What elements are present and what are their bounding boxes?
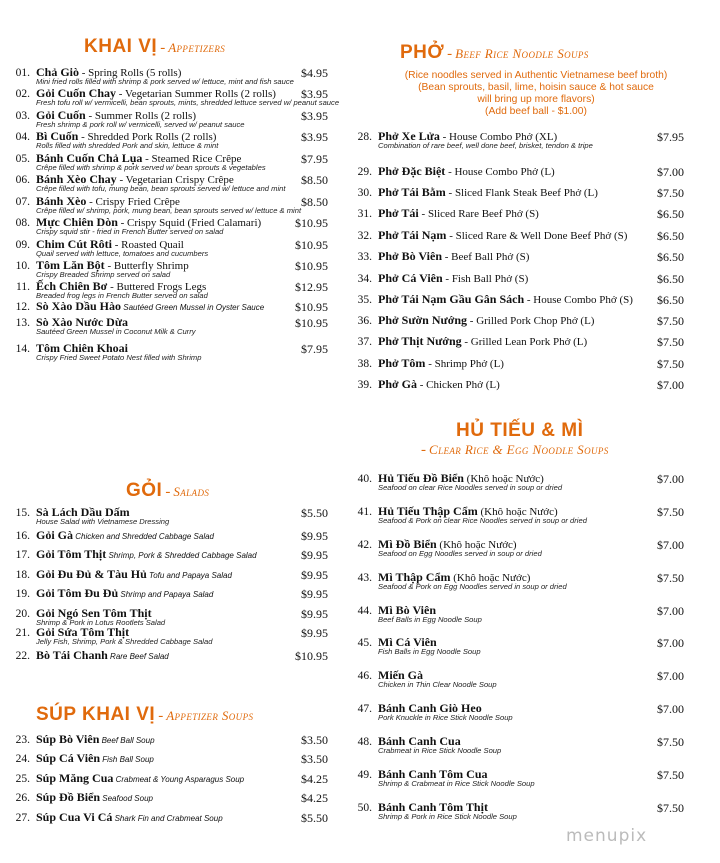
item-english-name: Fish Ball Soup	[100, 755, 154, 764]
item-number: 27.	[15, 812, 30, 824]
item-price: $4.95	[301, 66, 328, 80]
item-price: $3.95	[301, 109, 328, 123]
item-price: $7.95	[301, 342, 328, 356]
item-number: 17.	[15, 549, 30, 561]
item-title	[36, 300, 264, 314]
item-title	[36, 733, 155, 747]
item-number: 30.	[357, 187, 372, 199]
menu-item	[357, 164, 684, 187]
item-number: 42.	[357, 539, 372, 551]
menu-item	[357, 356, 684, 379]
item-description: Crêpe filled with tofu, mung bean, bean sprouts served w/ lettuce and mint	[36, 184, 286, 193]
item-description: Chicken in Thin Clear Noodle Soup	[378, 680, 497, 689]
item-price: $3.50	[301, 752, 328, 766]
item-english-name: (Khô hoặc Nước)	[477, 506, 558, 518]
item-english-name: - Shredded Pork Rolls (2 rolls)	[78, 131, 217, 143]
item-description: Crêpe filled w/ shrimp, pork, mung bean, bean sprouts served w/ lettuce & mint	[36, 206, 302, 215]
item-title	[378, 378, 500, 392]
item-price: $10.95	[295, 316, 328, 330]
menu-item	[357, 228, 684, 251]
item-price: $6.50	[657, 207, 684, 221]
item-title	[36, 649, 169, 663]
item-description: Combination of rare beef, well done beef, brisket, tendon & tripe	[378, 141, 593, 150]
item-price: $7.95	[301, 152, 328, 166]
item-price: $10.95	[295, 300, 328, 314]
item-title	[36, 752, 154, 766]
item-english-name: (Khô hoặc Nước)	[450, 572, 531, 584]
item-english-name: - Grilled Pork Chop Phở (L)	[467, 315, 595, 327]
section-subtitle: Beef Rice Noodle Soups	[455, 46, 589, 61]
item-price: $6.50	[657, 229, 684, 243]
item-price: $6.50	[657, 250, 684, 264]
item-english-name: - House Combo Phở (S)	[524, 294, 633, 306]
item-description: Crabmeat in Rice Stick Noodle Soup	[378, 746, 502, 755]
item-english-name: - Crispy Squid (Fried Calamari)	[117, 217, 262, 229]
item-number: 04.	[15, 131, 30, 143]
item-price: $10.95	[295, 259, 328, 273]
item-number: 25.	[15, 773, 30, 785]
item-number: 29.	[357, 166, 372, 178]
item-name: Súp Đồ Biển	[36, 790, 101, 804]
item-english-name: - Chicken Phở (L)	[416, 379, 500, 391]
menu-item	[357, 377, 684, 400]
item-english-name: Seafood Soup	[100, 794, 153, 803]
item-english-name: - Summer Rolls (2 rolls)	[85, 110, 196, 122]
menu-item	[357, 734, 684, 757]
item-name: Gỏi Ngó Sen Tôm Thịt	[36, 606, 152, 620]
menu-item	[15, 341, 328, 364]
menu-item	[15, 315, 328, 338]
item-price: $7.00	[657, 538, 684, 552]
item-description: Seafood & Pork on Egg Noodles served in soup or dried	[378, 582, 567, 591]
item-price: $9.95	[301, 548, 328, 562]
item-number: 46.	[357, 670, 372, 682]
menu-item	[15, 151, 328, 174]
section-title: PHỞ	[400, 42, 445, 63]
item-number: 39.	[357, 379, 372, 391]
item-english-name: (Khô hoặc Nước)	[436, 539, 517, 551]
item-description: Shrimp & Crabmeat in Rice Stick Noodle Soup	[378, 779, 535, 788]
item-number: 19.	[15, 588, 30, 600]
item-english-name: - Fish Ball Phở (S)	[442, 273, 529, 285]
section-title: GỎI	[126, 480, 163, 501]
item-number: 37.	[357, 336, 372, 348]
pho-note-line: (Bean sprouts, basil, lime, hoisin sauce & hot sauce	[418, 82, 654, 93]
item-name: Gỏi Gà	[36, 528, 74, 542]
item-name: Bò Tái Chanh	[36, 648, 108, 662]
item-number: 14.	[15, 343, 30, 355]
item-english-name: - Sliced Rare Beef Phở (S)	[418, 208, 539, 220]
item-number: 38.	[357, 358, 372, 370]
item-number: 07.	[15, 196, 30, 208]
item-english-name: Shrimp and Papaya Salad	[118, 590, 214, 599]
item-english-name: Tofu and Papaya Salad	[146, 571, 232, 580]
menu-item	[15, 86, 340, 109]
item-number: 24.	[15, 753, 30, 765]
menu-item	[357, 313, 684, 336]
menu-item	[357, 471, 684, 494]
menu-item	[15, 648, 328, 671]
menu-item	[15, 625, 328, 648]
menu-item	[357, 185, 684, 208]
item-description: Shrimp & Pork in Lotus Rootlets Salad	[36, 618, 166, 627]
item-english-name: (Khô hoặc Nước)	[463, 473, 544, 485]
item-price: $9.95	[301, 626, 328, 640]
item-description: Fresh tofu roll w/ vermicelli, bean sprouts, mints, shredded lettuce served w/ peanut sauce	[36, 98, 340, 107]
item-english-name: - Steamed Rice Crêpe	[142, 153, 242, 165]
pho-note-line: (Rice noodles served in Authentic Vietnamese beef broth)	[404, 70, 668, 81]
item-english-name: Shark Fin and Crabmeat Soup	[112, 814, 223, 823]
item-number: 16.	[15, 530, 30, 542]
item-name: Mì Đồ Biển	[378, 537, 437, 551]
item-price: $9.95	[301, 568, 328, 582]
item-name: Bánh Canh Giò Heo	[378, 701, 482, 715]
item-name: Sò Xào Nước Dừa	[36, 315, 129, 329]
item-price: $8.50	[301, 173, 328, 187]
item-name: Mực Chiên Dòn	[36, 215, 118, 229]
item-description: Pork Knuckle in Rice Stick Noodle Soup	[378, 713, 513, 722]
item-number: 06.	[15, 174, 30, 186]
item-name: Phở Sườn Nướng	[378, 313, 468, 327]
item-number: 23.	[15, 734, 30, 746]
pho-note-line: (Add beef ball - $1.00)	[485, 106, 587, 117]
item-number: 26.	[15, 792, 30, 804]
section-title: SÚP KHAI VỊ	[36, 704, 156, 725]
item-price: $4.25	[301, 791, 328, 805]
item-price: $6.50	[657, 272, 684, 286]
item-number: 10.	[15, 260, 30, 272]
item-number: 20.	[15, 608, 30, 620]
item-number: 31.	[357, 208, 372, 220]
menu-item	[357, 129, 684, 152]
item-english-name: Beef Ball Soup	[99, 736, 155, 745]
item-number: 43.	[357, 572, 372, 584]
menu-item	[357, 800, 684, 823]
item-name: Gỏi Cuốn Chay	[36, 86, 117, 100]
section-subtitle: Clear Rice & Egg Noodle Soups	[429, 442, 609, 457]
item-number: 01.	[15, 67, 30, 79]
item-name: Gỏi Sứa Tôm Thịt	[36, 625, 130, 639]
menu-item	[15, 129, 328, 152]
item-name: Tôm Lăn Bột	[36, 258, 105, 272]
item-description: Crispy Breaded Shrimp served on salad	[36, 270, 171, 279]
item-price: $9.95	[301, 587, 328, 601]
item-title	[378, 272, 528, 286]
item-english-name: - Crispy Fried Crêpe	[86, 196, 180, 208]
item-price: $10.95	[295, 649, 328, 663]
item-name: Bánh Canh Cua	[378, 734, 461, 748]
item-price: $7.00	[657, 669, 684, 683]
item-english-name: - Roasted Quail	[112, 239, 184, 251]
item-number: 11.	[16, 281, 30, 293]
item-english-name: - Beef Ball Phở (S)	[442, 251, 530, 263]
item-description: Crispy squid stir - fried in French Butter served on salad	[36, 227, 224, 236]
item-price: $10.95	[295, 238, 328, 252]
item-number: 34.	[357, 273, 372, 285]
item-description: Rolls filled with shredded Pork and skin, lettuce & mint	[36, 141, 219, 150]
item-price: $7.00	[657, 702, 684, 716]
item-number: 18.	[15, 569, 30, 581]
item-price: $7.00	[657, 604, 684, 618]
section-header-salads: GỎI - Salads	[126, 480, 210, 501]
item-description: Seafood & Pork on clear Rice Noodles served in soup or dried	[378, 516, 587, 525]
section-subtitle: Appetizers	[168, 40, 226, 55]
item-price: $8.50	[301, 195, 328, 209]
menu-item	[357, 603, 684, 626]
item-description: Fresh shrimp & pork roll w/ vermicelli, served w/ peanut sauce	[36, 120, 245, 129]
item-title	[36, 568, 232, 582]
item-name: Phở Tái Bằm	[378, 185, 446, 199]
item-name: Hủ Tiếu Đồ Biển	[378, 471, 464, 485]
item-description: Crêpe filled with shrimp & pork served w/ bean sprouts & vegetables	[36, 163, 266, 172]
watermark: menupix	[566, 826, 648, 846]
item-name: Chim Cút Rôti	[36, 237, 113, 251]
item-price: $7.00	[657, 378, 684, 392]
item-number: 50.	[357, 802, 372, 814]
item-number: 13.	[15, 317, 30, 329]
item-name: Phở Tôm	[378, 356, 426, 370]
item-english-name: - Vegetarian Crispy Crêpe	[116, 174, 234, 186]
menu-item	[357, 570, 684, 593]
item-name: Phở Tái	[378, 206, 419, 220]
item-price: $7.50	[657, 768, 684, 782]
menu-item	[357, 292, 684, 315]
item-number: 45.	[357, 637, 372, 649]
item-english-name: - Vegetarian Summer Rolls (2 rolls)	[116, 88, 276, 100]
item-name: Gỏi Tôm Thịt	[36, 547, 107, 561]
item-description: Crispy Fried Sweet Potato Nest filled with Shrimp	[36, 353, 202, 362]
item-title	[36, 529, 214, 543]
item-number: 15.	[15, 507, 30, 519]
item-english-name: - House Combo Phở (L)	[445, 166, 555, 178]
item-number: 21.	[15, 627, 30, 639]
item-price: $6.50	[657, 293, 684, 307]
item-title	[36, 587, 213, 601]
item-price: $10.95	[295, 216, 328, 230]
section-title: HỦ TIẾU & MÌ	[456, 420, 584, 441]
item-name: Gỏi Tôm Đu Đủ	[36, 586, 119, 600]
item-name: Bánh Xèo	[36, 194, 87, 208]
item-english-name: - Spring Rolls (5 rolls)	[79, 67, 182, 79]
menu-item	[15, 65, 328, 88]
item-description: Beef Balls in Egg Noodle Soup	[378, 615, 482, 624]
item-english-name: - Buttered Frogs Legs	[107, 281, 207, 293]
item-price: $7.50	[657, 505, 684, 519]
item-price: $12.95	[295, 280, 328, 294]
section-subtitle: Appetizer Soups	[166, 708, 254, 723]
menu-item	[15, 810, 328, 833]
item-name: Ếch Chiên Bơ	[36, 279, 108, 293]
menu-item	[15, 505, 328, 528]
section-subheader-noodles: - Clear Rice & Egg Noodle Soups	[421, 442, 609, 458]
item-price: $7.50	[657, 186, 684, 200]
menu-item	[357, 334, 684, 357]
item-number: 48.	[357, 736, 372, 748]
item-number: 02.	[15, 88, 30, 100]
menu-item	[15, 194, 328, 217]
item-title	[378, 357, 504, 371]
menu-item	[15, 172, 328, 195]
item-number: 28.	[357, 131, 372, 143]
item-number: 47.	[357, 703, 372, 715]
item-name: Miến Gà	[378, 668, 423, 682]
item-description: Sautéed Green Mussel in Coconut Milk & Curry	[36, 327, 196, 336]
menu-item	[15, 258, 328, 281]
section-header-pho: PHỞ - Beef Rice Noodle Soups	[400, 42, 589, 63]
pho-note	[352, 70, 720, 118]
item-name: Gỏi Cuốn	[36, 108, 86, 122]
pho-note-line: will bring up more flavors)	[477, 94, 595, 105]
item-name: Phở Xe Lửa	[378, 129, 440, 143]
item-price: $7.95	[657, 130, 684, 144]
item-number: 36.	[357, 315, 372, 327]
item-title	[378, 250, 529, 264]
section-subtitle: Salads	[173, 484, 210, 499]
item-price: $3.95	[301, 87, 328, 101]
item-title	[378, 229, 627, 243]
section-header-appetizers: KHAI VỊ - Appetizers	[84, 36, 226, 57]
item-number: 35.	[357, 294, 372, 306]
section-header-noodles	[456, 420, 583, 442]
item-english-name: Shrimp, Pork & Shredded Cabbage Salad	[106, 551, 257, 560]
item-title	[36, 548, 257, 562]
item-description: Jelly Fish, Shrimp, Pork & Shredded Cabbage Salad	[36, 637, 213, 646]
menu-item	[357, 767, 684, 790]
item-price: $7.50	[657, 735, 684, 749]
item-title	[378, 207, 539, 221]
item-price: $7.50	[657, 801, 684, 815]
item-number: 08.	[15, 217, 30, 229]
item-price: $3.95	[301, 130, 328, 144]
item-title	[36, 791, 153, 805]
item-number: 32.	[357, 230, 372, 242]
item-price: $5.50	[301, 506, 328, 520]
item-english-name: Chicken and Shredded Cabbage Salad	[73, 532, 215, 541]
item-price: $5.50	[301, 811, 328, 825]
item-title	[36, 811, 223, 825]
item-price: $7.50	[657, 357, 684, 371]
item-title	[378, 293, 633, 307]
menu-item	[357, 249, 684, 272]
item-price: $4.25	[301, 772, 328, 786]
menu-item	[357, 206, 684, 229]
item-name: Súp Cá Viên	[36, 751, 101, 765]
item-title	[36, 772, 244, 786]
item-number: 12.	[15, 301, 30, 313]
item-title	[378, 165, 555, 179]
item-english-name: - Butterfly Shrimp	[104, 260, 189, 272]
item-english-name: - Grilled Lean Pork Phở (L)	[461, 336, 588, 348]
item-name: Bánh Cuốn Chả Lụa	[36, 151, 143, 165]
item-english-name: Rare Beef Salad	[107, 652, 169, 661]
menu-item	[357, 271, 684, 294]
menu-item	[357, 537, 684, 560]
item-description: Seafood on Egg Noodles served in soup or dried	[378, 549, 542, 558]
item-name: Sò Xào Dầu Hào	[36, 299, 122, 313]
item-number: 22.	[15, 650, 30, 662]
item-name: Gỏi Đu Đủ & Tàu Hủ	[36, 567, 147, 581]
item-english-name: - Shrimp Phở (L)	[425, 358, 504, 370]
item-name: Bánh Canh Tôm Thịt	[378, 800, 488, 814]
item-name: Sà Lách Dầu Dấm	[36, 505, 130, 519]
item-price: $7.00	[657, 472, 684, 486]
item-name: Mì Cá Viên	[378, 635, 437, 649]
item-price: $7.50	[657, 571, 684, 585]
item-name: Phở Tái Nạm	[378, 228, 447, 242]
menu-item	[357, 635, 684, 658]
item-title	[378, 335, 587, 349]
menu-item	[357, 504, 684, 527]
item-english-name: - Sliced Flank Steak Beef Phở (L)	[445, 187, 598, 199]
item-price: $7.00	[657, 165, 684, 179]
item-name: Bánh Xèo Chay	[36, 172, 117, 186]
item-name: Phở Thịt Nướng	[378, 334, 462, 348]
section-header-soups: SÚP KHAI VỊ - Appetizer Soups	[36, 704, 254, 725]
item-name: Phở Bò Viên	[378, 249, 442, 263]
item-name: Mì Bò Viên	[378, 603, 437, 617]
item-price: $9.95	[301, 529, 328, 543]
item-english-name: Sautéed Green Mussel in Oyster Sauce	[121, 303, 265, 312]
menu-item	[15, 215, 328, 238]
item-name: Bì Cuốn	[36, 129, 79, 143]
item-description: Quail served with lettuce, tomatoes and cucumbers	[36, 249, 209, 258]
item-price: $7.00	[657, 636, 684, 650]
item-name: Chả Giò	[36, 65, 80, 79]
item-description: House Salad with Vietnamese Dressing	[36, 517, 170, 526]
item-name: Hủ Tiếu Thập Cẩm	[378, 504, 478, 518]
item-number: 40.	[357, 473, 372, 485]
item-price: $7.50	[657, 335, 684, 349]
section-title: KHAI VỊ	[84, 36, 158, 57]
item-title	[378, 314, 594, 328]
item-english-name: Crabmeat & Young Asparagus Soup	[113, 775, 245, 784]
item-number: 05.	[15, 153, 30, 165]
item-number: 03.	[15, 110, 30, 122]
item-price: $3.50	[301, 733, 328, 747]
item-number: 49.	[357, 769, 372, 781]
menu-item	[15, 237, 328, 260]
menu-item	[357, 701, 684, 724]
item-description: Seafood on clear Rice Noodles served in soup or dried	[378, 483, 563, 492]
item-description: Fish Balls in Egg Noodle Soup	[378, 647, 481, 656]
item-description: Shrimp & Pork in Rice Stick Noodle Soup	[378, 812, 517, 821]
item-description: Mini fried rolls filled with shrimp & pork served w/ lettuce, mint and fish sauce	[36, 77, 294, 86]
item-name: Mì Thập Cẩm	[378, 570, 451, 584]
item-description: Breaded frog legs in French Butter served on salad	[36, 291, 208, 300]
item-name: Bánh Canh Tôm Cua	[378, 767, 488, 781]
item-name: Phở Cá Viên	[378, 271, 443, 285]
item-name: Phở Đặc Biệt	[378, 164, 446, 178]
item-number: 33.	[357, 251, 372, 263]
item-number: 09.	[15, 239, 30, 251]
item-name: Súp Cua Vi Cá	[36, 810, 113, 824]
item-price: $9.95	[301, 607, 328, 621]
item-english-name: - House Combo Phở (XL)	[439, 131, 558, 143]
menu-item	[357, 668, 684, 691]
item-name: Phở Gà	[378, 377, 417, 391]
item-price: $7.50	[657, 314, 684, 328]
item-name: Phở Tái Nạm Gầu Gân Sách	[378, 292, 525, 306]
item-number: 44.	[357, 605, 372, 617]
item-number: 41.	[357, 506, 372, 518]
menu-item	[15, 108, 328, 131]
item-english-name: - Sliced Rare & Well Done Beef Phở (S)	[446, 230, 628, 242]
item-name: Súp Bò Viên	[36, 732, 100, 746]
item-name: Súp Măng Cua	[36, 771, 114, 785]
item-title	[378, 186, 598, 200]
item-name: Tôm Chiên Khoai	[36, 341, 129, 355]
